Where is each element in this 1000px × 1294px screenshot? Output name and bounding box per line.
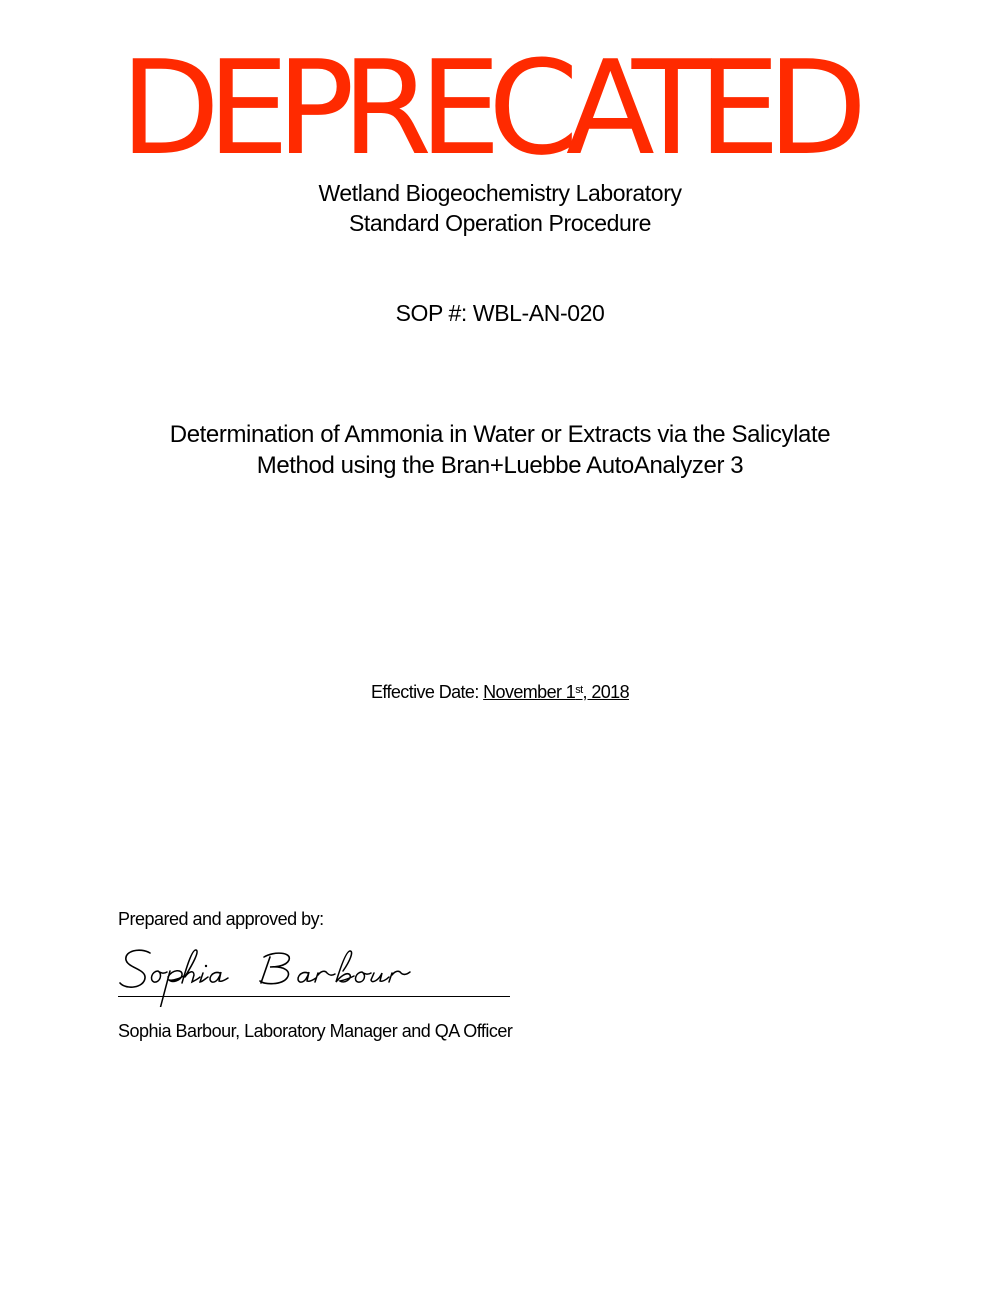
document-title-line-2: Method using the Bran+Luebbe AutoAnalyzer 3 bbox=[256, 452, 744, 479]
effective-date-value bbox=[483, 682, 629, 702]
lab-name: Wetland Biogeochemistry Laboratory bbox=[318, 180, 682, 206]
sop-number: SOP #: WBL-AN-020 bbox=[395, 300, 605, 326]
signer-name-title: Sophia Barbour, Laboratory Manager and QA Officer bbox=[118, 1021, 513, 1041]
document-title bbox=[0, 419, 1000, 481]
document-title-line-1: Determination of Ammonia in Water or Extracts via the Salicylate bbox=[169, 421, 831, 448]
prepared-by-label: Prepared and approved by: bbox=[118, 909, 324, 929]
handwritten-signature bbox=[114, 947, 444, 1007]
effective-date-month-day: November 1 bbox=[483, 682, 576, 702]
document-type: Standard Operation Procedure bbox=[348, 210, 652, 236]
signature-line bbox=[118, 996, 510, 997]
effective-date-ordinal: st bbox=[575, 684, 583, 696]
lab-header bbox=[0, 178, 1000, 238]
effective-date-label: Effective Date: bbox=[371, 682, 479, 702]
effective-date-year: , 2018 bbox=[582, 682, 629, 702]
effective-date bbox=[0, 679, 1000, 705]
deprecated-stamp: DEPRECATED bbox=[120, 38, 855, 178]
